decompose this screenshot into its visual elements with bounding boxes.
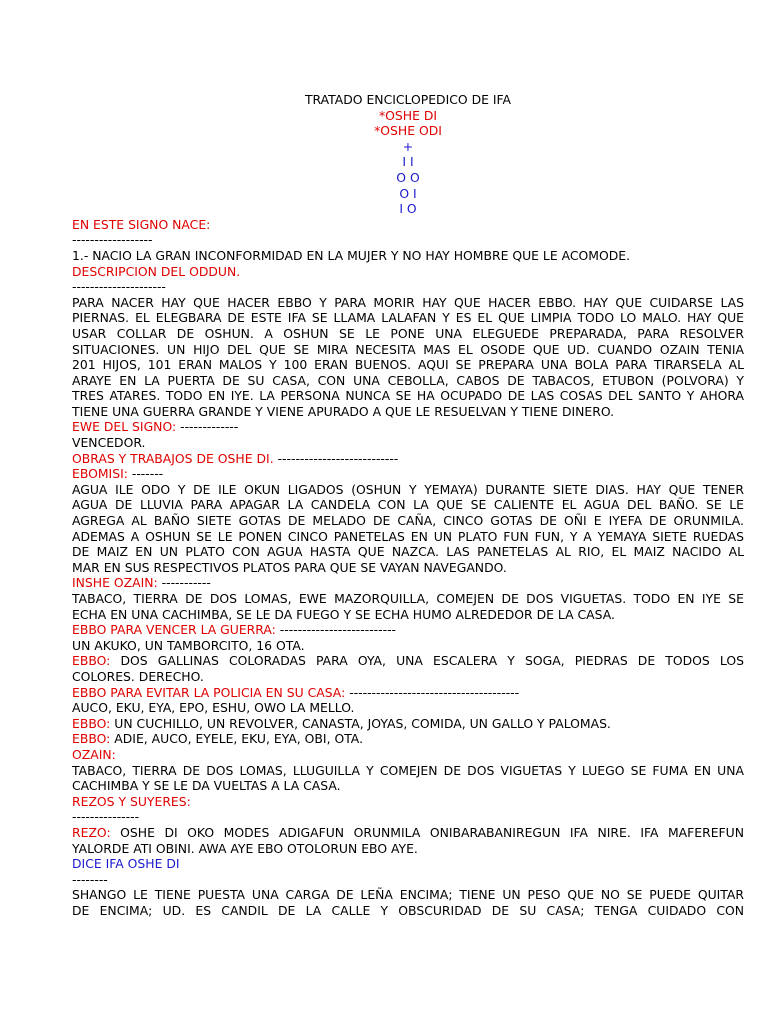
descripcion-line: 201 HIJOS, 101 ERAN MALOS Y 100 ERAN BUENOS. AQUI SE PREPARA UNA BOLA PARA TIRARSELA AL (72, 357, 744, 373)
ebomisi-line-text: AGUA DE LLUVIA PARA APAGAR LA CANDELA CON LA QUE SE CALIENTE EL AGUA DEL BAÑO. SE LE (72, 497, 744, 513)
vencer-heading: EBBO PARA VENCER LA GUERRA: (72, 622, 276, 638)
ewe-heading: EWE DEL SIGNO: (72, 419, 177, 435)
descripcion-line: ARAYE EN LA PUERTA DE SU CASA, CON UNA CEBOLLA, CABOS DE TABACOS, ETUBON (POLVORA) Y (72, 372, 744, 388)
ebbo1-text: DOS GALLINAS COLORADAS PARA OYA, UNA ESCALERA Y SOGA, PIEDRAS DE TODOS LOS (110, 653, 744, 669)
ebbo3-line (72, 731, 744, 747)
dice-rule: -------- (72, 871, 108, 887)
ebomisi-heading: EBOMISI: (72, 466, 128, 482)
ebbo1-line (72, 653, 744, 669)
ebomisi-line (72, 466, 744, 482)
dice-heading: DICE IFA OSHE DI (72, 856, 180, 872)
descripcion-line: SITUACIONES. UN HIJO DEL QUE SE MIRA NECESITA MAS EL OSODE QUE UD. CUANDO OZAIN TENIA (72, 341, 744, 357)
descripcion-heading: DESCRIPCION DEL ODDUN. (72, 263, 241, 279)
inshe-line-text: ECHA EN UNA CACHIMBA, SE LE DA FUEGO Y SE ECHA HUMO ALREDEDOR DE LA CASA. (72, 606, 615, 622)
sign-mark-3: O I (399, 185, 417, 201)
vencer-rule: -------------------------- (275, 622, 397, 638)
ebbo2-label: EBBO: (72, 715, 111, 731)
vencer-text: UN AKUKO, UN TAMBORCITO, 16 OTA. (72, 637, 305, 653)
ebbo3-text: ADIE, AUCO, EYELE, EKU, EYA, OBI, OTA. (110, 731, 364, 747)
descripcion-rule: --------------------- (72, 279, 166, 295)
policia-heading: EBBO PARA EVITAR LA POLICIA EN SU CASA: (72, 684, 346, 700)
obras-line (72, 451, 744, 467)
nace-text: 1.- NACIO LA GRAN INCONFORMIDAD EN LA MUJER Y NO HAY HOMBRE QUE LE ACOMODE. (72, 247, 631, 263)
sign-mark-1: I I (402, 154, 414, 170)
ozain-line-text: TABACO, TIERRA DE DOS LOMAS, LLUGUILLA Y COMEJEN DE DOS VIGUETAS Y LUEGO SE FUMA EN UNA (72, 762, 744, 778)
ebbo1-label: EBBO: (72, 653, 111, 669)
rezo-text: OSHE DI OKO MODES ADIGAFUN ORUNMILA ONIBARABANIREGUN IFA NIRE. IFA MAFEREFUN (110, 824, 744, 840)
sign-mark-4: I O (399, 201, 417, 217)
descripcion-line: PARA NACER HAY QUE HACER EBBO Y PARA MORIR HAY QUE HACER EBBO. HAY QUE CUIDARSE LAS (72, 294, 744, 310)
ebomisi-line-text: MAR EN SUS RESPECTIVOS PLATOS PARA QUE SE VAYAN NAVEGANDO. (72, 559, 507, 575)
ewe-line (72, 419, 744, 435)
obras-rule: --------------------------- (273, 450, 399, 466)
inshe-line (72, 575, 744, 591)
rezo-line (72, 825, 744, 841)
ebbo1-line-text: COLORES. DERECHO. (72, 668, 204, 684)
header-block (72, 92, 744, 217)
rezo-line-text: YALORDE ATI OBINI. AWA AYE EBO OTOLORUN EBO AYE. (72, 840, 418, 856)
inshe-rule: ----------- (157, 575, 211, 591)
sign-plus: + (402, 138, 414, 154)
sign-mark-2: O O (396, 169, 420, 185)
ozain-line-text: CACHIMBA Y SE LE DA VUELTAS A LA CASA. (72, 778, 341, 794)
ebomisi-line-text: AGREGA AL BAÑO SIETE GOTAS DE MELADO DE CAÑA, CINCO GOTAS DE OÑI E IYEFA DE ORUNMILA. (72, 513, 744, 529)
ebbo3-label: EBBO: (72, 731, 111, 747)
vencer-line (72, 622, 744, 638)
rezos-rule: --------------- (72, 809, 140, 825)
ebomisi-line-text: ADEMAS A OSHUN SE LE PONEN CINCO PANETELAS EN UN PLATO FUN FUN, Y A YEMAYA SIETE RUEDAS (72, 528, 744, 544)
descripcion-line: TRES ATARES. TODO EN IYE. LA PERSONA NUNCA SE HA OCUPADO DE LAS COSAS DEL SANTO Y AHORA (72, 388, 744, 404)
obras-heading: OBRAS Y TRABAJOS DE OSHE DI. (72, 450, 274, 466)
descripcion-line: PIERNAS. EL ELEGBARA DE ESTE IFA SE LLAMA LALAFAN Y ES EL QUE LIMPIA TODO LO MALO. HAY QUE (72, 310, 744, 326)
ebomisi-line-text: DE MAIZ EN UN PLATO CON AGUA HASTA QUE NAZCA. LAS PANETELAS AL RIO, EL MAIZ NACIDO AL (72, 544, 744, 560)
ozain-heading: OZAIN: (72, 746, 116, 762)
inshe-heading: INSHE OZAIN: (72, 575, 158, 591)
ebbo2-line (72, 716, 744, 732)
inshe-line-text: TABACO, TIERRA DE DOS LOMAS, EWE MAZORQUILLA, COMEJEN DE DOS VIGUETAS. TODO EN IYE SE (72, 591, 744, 606)
ebomisi-line-text: AGUA ILE ODO Y DE ILE OKUN LIGADOS (OSHUN Y YEMAYA) DURANTE SIETE DIAS. HAY QUE TENER (72, 481, 744, 497)
sign-name-2: *OSHE ODI (374, 123, 442, 139)
dice-line-text: DE ENCIMA; UD. ES CANDIL DE LA CALLE Y OBSCURIDAD DE SU CASA; TENGA CUIDADO CON (72, 902, 744, 918)
ebbo2-text: UN CUCHILLO, UN REVOLVER, CANASTA, JOYAS, COMIDA, UN GALLO Y PALOMAS. (110, 715, 611, 731)
rezos-heading: REZOS Y SUYERES: (72, 793, 191, 809)
sign-name-1: *OSHE DI (378, 107, 438, 123)
nace-rule: ------------------ (72, 232, 153, 248)
ewe-text: VENCEDOR. (72, 435, 146, 451)
descripcion-line: USAR COLLAR DE OSHUN. A OSHUN SE LE PONE UNA ELEGUEDE PREPARADA, PARA RESOLVER (72, 325, 744, 341)
policia-rule: -------------------------------------- (345, 684, 520, 700)
nace-heading: EN ESTE SIGNO NACE: (72, 216, 211, 232)
rezo-label: REZO: (72, 824, 111, 840)
dice-line-text: SHANGO LE TIENE PUESTA UNA CARGA DE LEÑA ENCIMA; TIENE UN PESO QUE NO SE PUEDE QUITAR (72, 887, 744, 903)
ewe-rule: ------------- (176, 419, 239, 435)
policia-line (72, 685, 744, 701)
descripcion-line: TIENE UNA GUERRA GRANDE Y VIENE APURADO A QUE LE RESUELVAN Y TIENE DINERO. (72, 403, 615, 419)
ebomisi-rule: ------- (127, 466, 164, 482)
policia-text: AUCO, EKU, EYA, EPO, ESHU, OWO LA MELLO. (72, 700, 355, 716)
document-title: TRATADO ENCICLOPEDICO DE IFA (304, 92, 512, 107)
